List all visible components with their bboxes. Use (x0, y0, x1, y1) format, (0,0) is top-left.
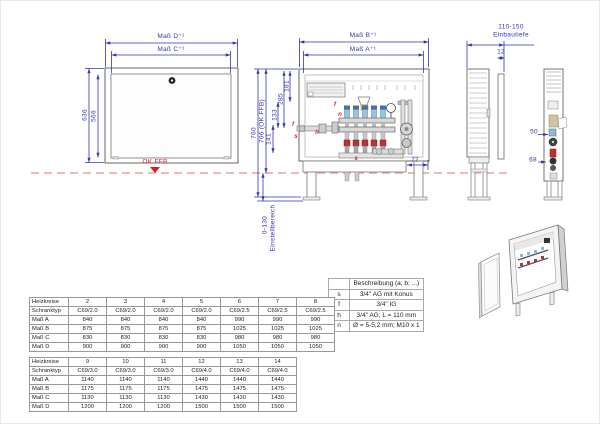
legend-row (329, 310, 424, 321)
dim-label-mass-b: Maß B⁺¹ (349, 32, 377, 39)
table-cell: 1050 (259, 343, 297, 352)
table-cell: 1440 (221, 376, 259, 385)
floor-reference-line (31, 167, 509, 173)
row-label: Maß C (30, 334, 69, 343)
row-label: Maß A (30, 316, 69, 325)
row-label: Maß B (30, 385, 69, 394)
table-cell: 875 (69, 325, 107, 334)
part-marker-f2: f (292, 122, 294, 128)
table-cell: 11 (145, 358, 183, 367)
table-cell: 1175 (69, 385, 107, 394)
table-cell: 1130 (145, 394, 183, 403)
table-row (30, 394, 297, 403)
table-row (30, 385, 297, 394)
table-cell: C69/4.0 (221, 367, 259, 376)
table-row (30, 343, 335, 352)
table-cell: C69/3.0 (69, 367, 107, 376)
table-row (30, 367, 297, 376)
table-cell: 830 (183, 334, 221, 343)
row-label: Maß D (30, 403, 69, 412)
dim-label-706-ok-ffb: 706 (OK FFB) (258, 98, 266, 144)
table-cell: 900 (145, 343, 183, 352)
dim-label-141: 141 (265, 133, 273, 145)
table-cell: 1200 (107, 403, 145, 412)
table-cell: 1440 (259, 376, 297, 385)
dim-label-68: 68 (529, 156, 537, 164)
depth-text-label: Einbautiefe (493, 31, 529, 39)
part-marker-n: n (338, 112, 342, 118)
table-cell: 1430 (183, 394, 221, 403)
table-cell: 8 (297, 298, 335, 307)
table-cell: C69/2.0 (183, 307, 221, 316)
table-row (30, 298, 335, 307)
legend-desc: 3/4" AG; L = 110 mm (350, 310, 424, 321)
legend-key: s (329, 289, 350, 300)
dim-label-50: 50 (530, 128, 538, 136)
wiring-center-box (307, 83, 345, 97)
table-row (30, 358, 297, 367)
table-row (30, 334, 335, 343)
table-cell: 1025 (259, 325, 297, 334)
legend-header: Beschreibung (a; b; ...) (350, 279, 424, 290)
table-cell: 1050 (297, 343, 335, 352)
adjust-range-value: 0-130 (261, 215, 269, 235)
table-cell: 875 (145, 325, 183, 334)
table-cell: 1200 (69, 403, 107, 412)
table-cell: 840 (183, 316, 221, 325)
table-cell: 3 (107, 298, 145, 307)
table-cell: 5 (183, 298, 221, 307)
plinth-and-legs (303, 161, 427, 200)
table-cell: C69/4.0 (259, 367, 297, 376)
legend-row (329, 321, 424, 332)
table-cell: 990 (259, 316, 297, 325)
table-cell: 1200 (145, 403, 183, 412)
table-cell: 6 (221, 298, 259, 307)
table-cell: 1140 (107, 376, 145, 385)
ok-ffb-arrow-icon (150, 167, 160, 173)
isometric-view (479, 225, 569, 318)
legend-key: n (329, 321, 350, 332)
adjust-range-label: Einstellbereich (269, 204, 277, 252)
part-marker-f: f (334, 102, 336, 108)
row-label: Heizkreise (30, 298, 69, 307)
size-table-9-14 (29, 357, 297, 412)
row-label: Maß A (30, 376, 69, 385)
table-cell: 4 (145, 298, 183, 307)
table-cell: C69/3.0 (107, 367, 145, 376)
row-label: Maß D (30, 343, 69, 352)
table-cell: 9 (69, 358, 107, 367)
table-cell: 1025 (221, 325, 259, 334)
table-cell: 1130 (69, 394, 107, 403)
legend-header-row (329, 279, 424, 290)
dim-label-mass-d: Maß D⁺¹ (157, 33, 185, 40)
table-cell: 900 (183, 343, 221, 352)
table-cell: 1175 (145, 385, 183, 394)
legend-row (329, 300, 424, 311)
part-marker-h: h (315, 130, 319, 136)
table-row (30, 403, 297, 412)
table-cell: 1500 (221, 403, 259, 412)
table-cell: C69/4.0 (183, 367, 221, 376)
table-cell: 1430 (259, 394, 297, 403)
row-label: Schranktyp (30, 367, 69, 376)
legend-key: f (329, 300, 350, 311)
legend-row (329, 289, 424, 300)
table-cell: C69/2.0 (69, 307, 107, 316)
row-label: Heizkreise (30, 358, 69, 367)
table-cell: C69/2.5 (297, 307, 335, 316)
table-cell: 7 (259, 298, 297, 307)
table-cell: 900 (69, 343, 107, 352)
table-cell: 980 (297, 334, 335, 343)
table-cell: 1500 (259, 403, 297, 412)
table-row (30, 376, 297, 385)
table-cell: 1475 (221, 385, 259, 394)
table-cell: 830 (69, 334, 107, 343)
depth-range-label: 110-150 (498, 23, 524, 31)
legend-key: h (329, 310, 350, 321)
table-row (30, 307, 335, 316)
dim-label-133: 133 (271, 109, 278, 121)
table-cell: 1430 (221, 394, 259, 403)
table-row (30, 316, 335, 325)
table-cell: 1475 (183, 385, 221, 394)
table-cell: 830 (145, 334, 183, 343)
table-cell: 990 (221, 316, 259, 325)
table-cell: 840 (145, 316, 183, 325)
table-cell: 13 (221, 358, 259, 367)
pressure-gauge-icon (387, 104, 396, 113)
table-cell: C69/3.0 (145, 367, 183, 376)
dim-label-285: 285 (277, 93, 284, 105)
table-cell: 1440 (183, 376, 221, 385)
dim-label-181: 181 (283, 80, 290, 92)
dim-label-mass-a: Maß A⁺¹ (349, 46, 377, 53)
table-cell: 900 (107, 343, 145, 352)
side-view-empty (467, 69, 504, 200)
table-cell: 14 (259, 358, 297, 367)
legend-desc: 3/4" IG (350, 300, 424, 311)
table-cell: 990 (297, 316, 335, 325)
table-cell: 10 (107, 358, 145, 367)
door-panel-side (498, 74, 504, 159)
dim-label-mass-c: Maß C⁺¹ (157, 46, 185, 53)
table-cell: 980 (221, 334, 259, 343)
table-cell: 980 (259, 334, 297, 343)
table-cell: 1140 (145, 376, 183, 385)
table-cell: 2 (69, 298, 107, 307)
dim-label-636: 636 (81, 109, 89, 121)
table-cell: 1025 (297, 325, 335, 334)
part-marker-s: s (294, 134, 298, 140)
ok-ffb-label: OK FFB (142, 158, 168, 166)
table-cell: 1130 (107, 394, 145, 403)
table-row (30, 325, 335, 334)
legend-desc: 3/4" AG mit Konus (350, 289, 424, 300)
table-cell: 840 (107, 316, 145, 325)
table-cell: 875 (183, 325, 221, 334)
table-cell: C69/2.0 (107, 307, 145, 316)
table-cell: C69/2.5 (259, 307, 297, 316)
table-cell: 875 (107, 325, 145, 334)
table-cell: C69/2.5 (221, 307, 259, 316)
front-view-cabinet (105, 68, 238, 163)
table-cell: 830 (107, 334, 145, 343)
table-cell: 1500 (183, 403, 221, 412)
table-cell: 840 (69, 316, 107, 325)
table-cell: 1175 (107, 385, 145, 394)
legend-header-key (329, 279, 350, 290)
dim-label-72: 72 (411, 156, 419, 164)
table-cell: 1140 (69, 376, 107, 385)
table-cell: C69/2.0 (145, 307, 183, 316)
dim-label-760: 760 (250, 127, 258, 139)
part-marker-s2: s (354, 156, 358, 162)
legend-desc: Ø = 5-5,2 mm; M10 x 1 (350, 321, 424, 332)
dim-label-566: 566 (90, 110, 98, 122)
row-label: Schranktyp (30, 307, 69, 316)
table-cell: 12 (183, 358, 221, 367)
legend-table (328, 278, 424, 332)
row-label: Maß C (30, 394, 69, 403)
table-cell: 1475 (259, 385, 297, 394)
dim-label-12: 12 (497, 48, 505, 56)
table-cell: 1050 (221, 343, 259, 352)
size-table-2-8 (29, 297, 335, 352)
row-label: Maß B (30, 325, 69, 334)
